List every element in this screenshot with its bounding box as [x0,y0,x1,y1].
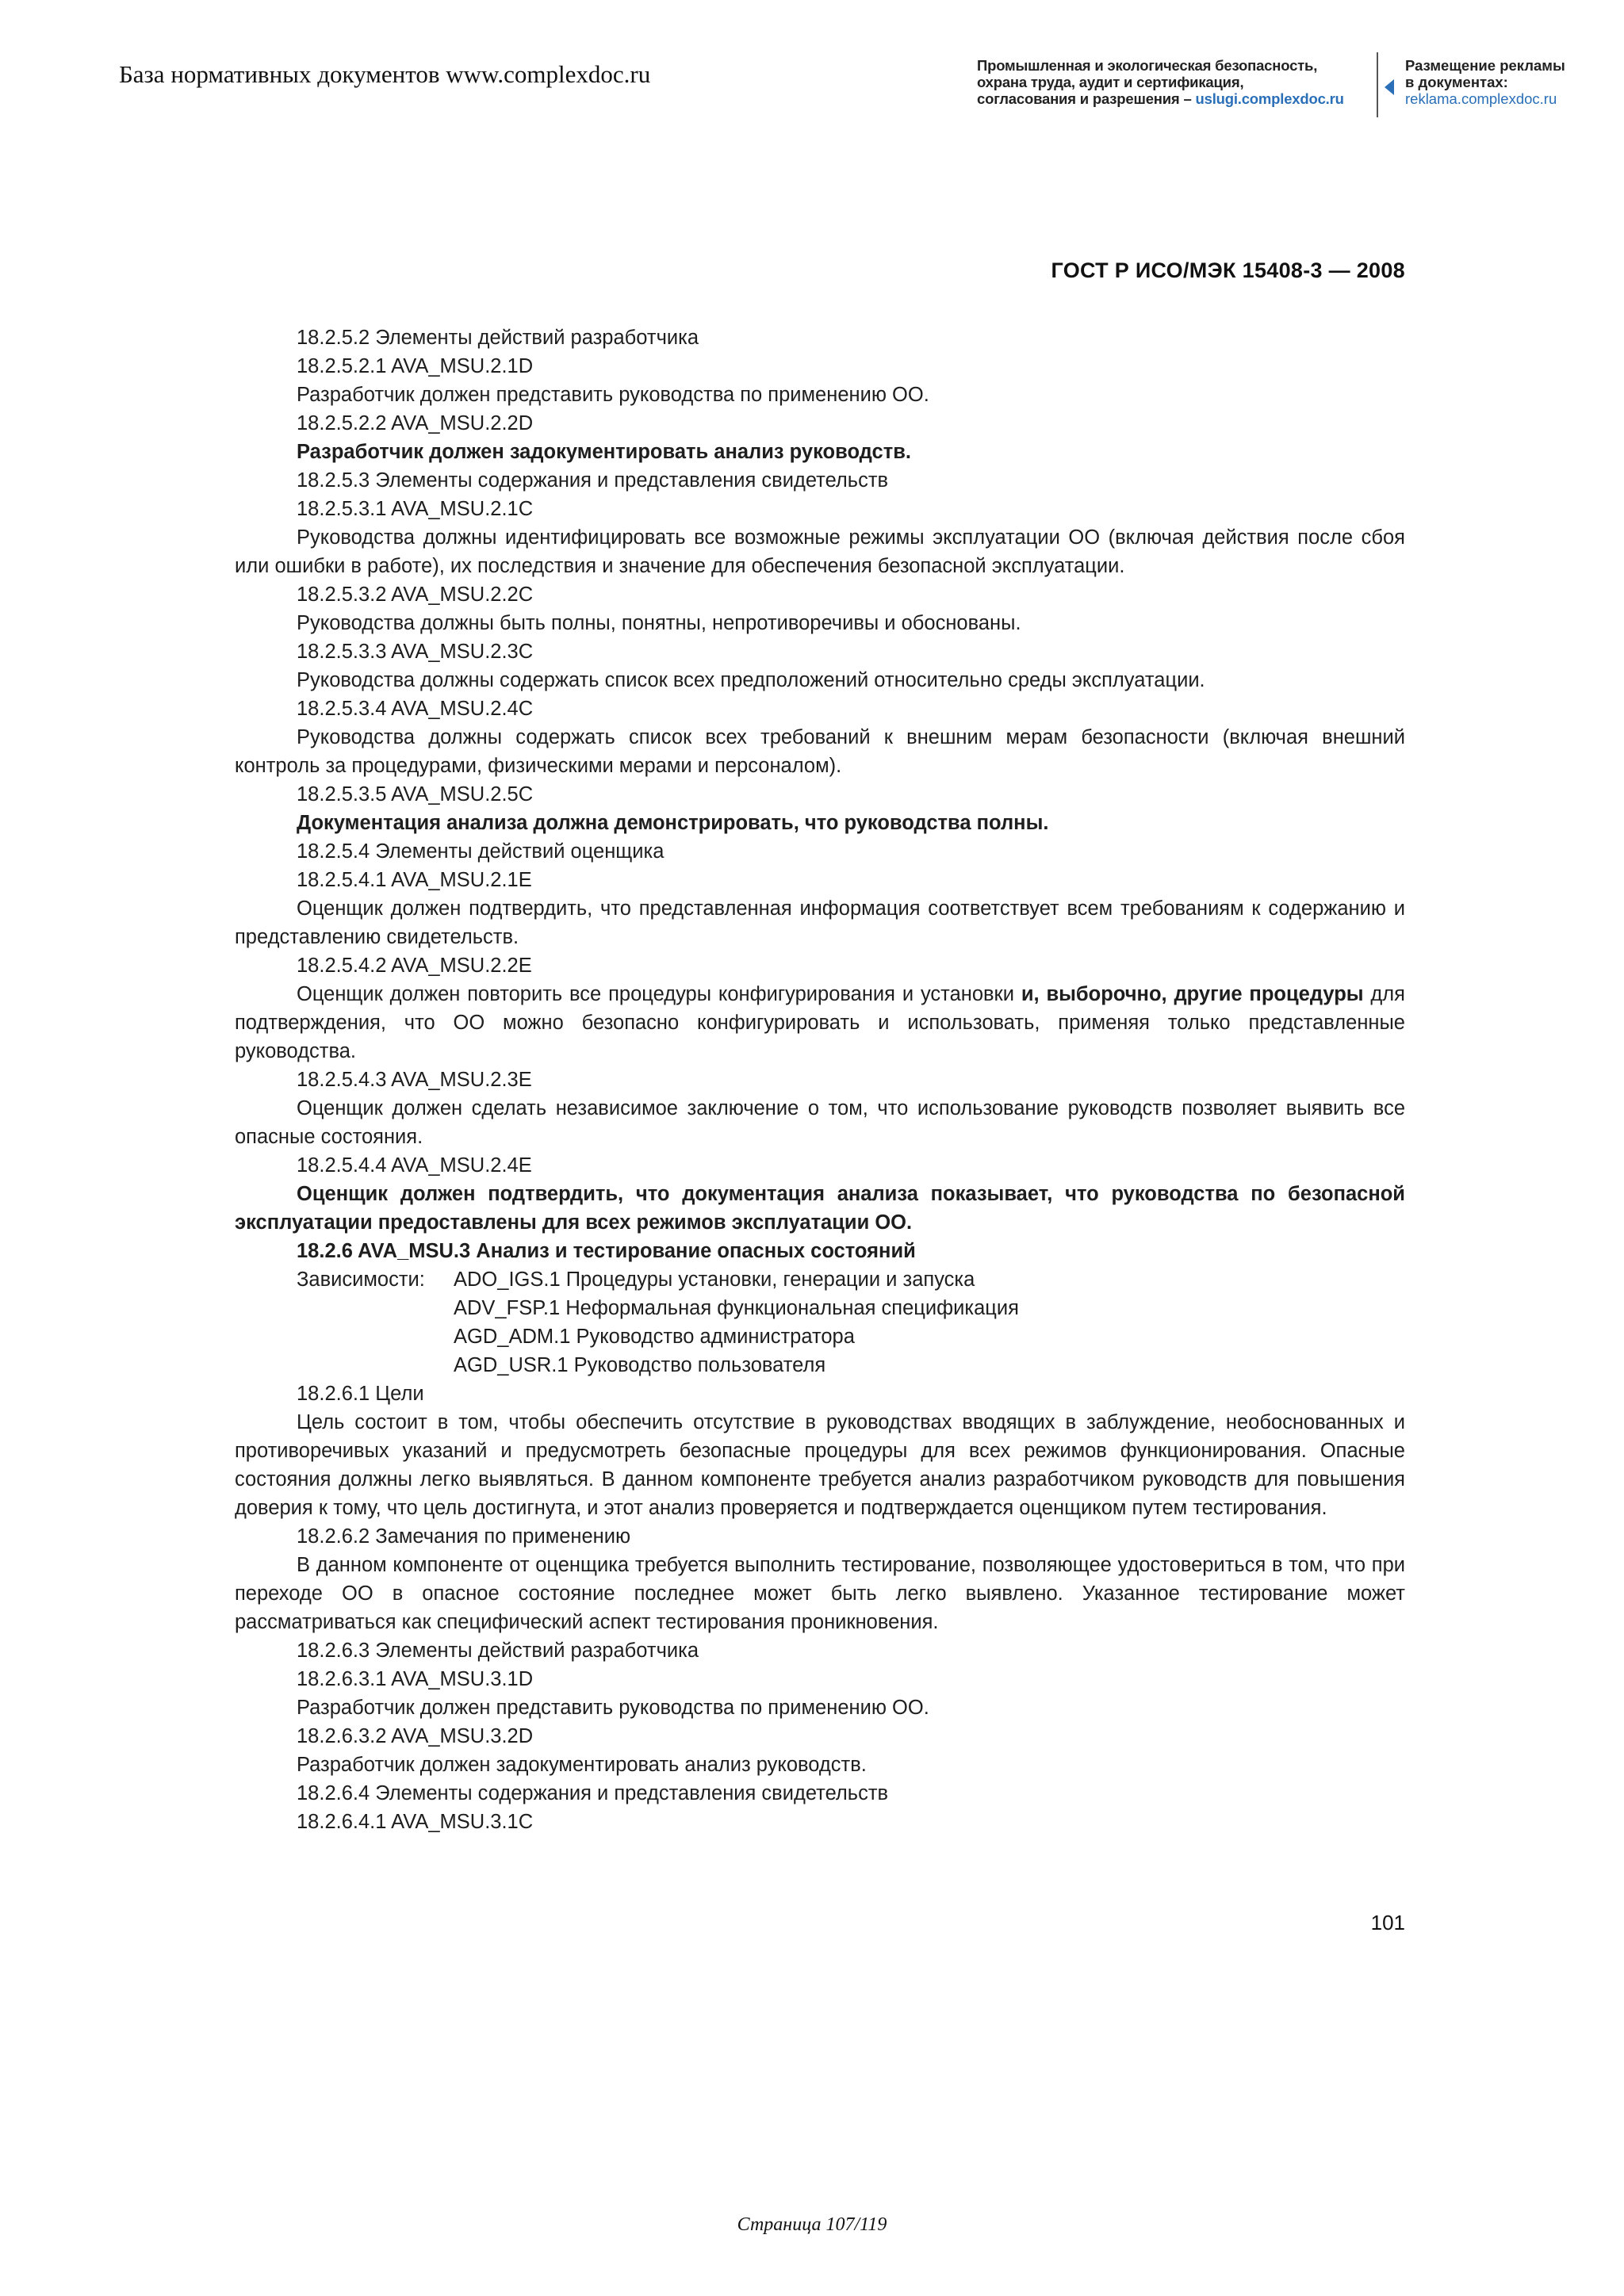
element-id: 18.2.5.2.1 AVA_MSU.2.1D [297,355,534,377]
section-heading: 18.2.5.3 Элементы содержания и представления свидетельств [297,469,889,492]
paragraph: Оценщик должен подтвердить, что представленная информация соответствует всем требованиям к содержанию и представлению свидетельств. [235,897,1405,948]
dependencies-label: Зависимости: [297,1269,425,1291]
element-id: 18.2.5.3.4 AVA_MSU.2.4C [297,698,534,720]
ad-line: согласования и разрешения – uslugi.complexdoc.ru [977,90,1344,107]
paragraph: Разработчик должен представить руководства по применению ОО. [297,1697,929,1719]
element-id: 18.2.5.4.1 AVA_MSU.2.1E [297,869,532,891]
section-heading: 18.2.6.3 Элементы действий разработчика [297,1640,699,1662]
section-heading: 18.2.6.1 Цели [297,1383,424,1405]
paragraph: Разработчик должен представить руководства по применению ОО. [297,384,929,406]
element-id: 18.2.5.4.3 AVA_MSU.2.3E [297,1069,532,1091]
page-number: 101 [1370,1911,1405,1934]
element-id: 18.2.6.3.1 AVA_MSU.3.1D [297,1668,534,1690]
document-code: ГОСТ Р ИСО/МЭК 15408-3 — 2008 [1051,258,1405,282]
dependency-item: ADO_IGS.1 Процедуры установки, генерации и запуска [454,1269,975,1291]
element-id: 18.2.5.3.5 AVA_MSU.2.5C [297,783,534,806]
footer-page-label: Страница 107/119 [737,2214,887,2235]
section-heading: 18.2.6.4 Элементы содержания и представления свидетельств [297,1782,889,1804]
paragraph: В данном компоненте от оценщика требуется выполнить тестирование, позволяющее удостовериться в том, что при переходе ОО в опасное состояние последнее может быть легко выявлено. Указанное тестирование может рассматриваться как специфический аспект тестирования проникновения. [235,1554,1405,1633]
element-id: 18.2.5.3.2 AVA_MSU.2.2C [297,584,534,606]
paragraph: Документация анализа должна демонстрировать, что руководства полны. [297,812,1049,834]
ad-block-advertising[interactable] [1405,57,1565,107]
paragraph: Оценщик должен повторить все процедуры конфигурирования и установки и, выборочно, другие процедуры для подтверждения, что ОО можно безопасно конфигурировать и использовать, применяя только представленные руководства. [235,983,1405,1062]
paragraph: Разработчик должен задокументировать анализ руководств. [297,441,911,463]
element-id: 18.2.5.4.2 AVA_MSU.2.2E [297,955,532,977]
paragraph: Руководства должны содержать список всех предположений относительно среды эксплуатации. [297,669,1205,691]
ad-line: в документах: [1405,74,1508,90]
dependency-item: AGD_USR.1 Руководство пользователя [454,1354,826,1376]
paragraph: Руководства должны идентифицировать все возможные режимы эксплуатации ОО (включая действия после сбоя или ошибки в работе), их последствия и значение для обеспечения безопасной эксплуатации. [235,526,1405,577]
dependencies-list [235,1265,1405,1380]
paragraph: Разработчик должен задокументировать анализ руководств. [297,1754,867,1776]
element-id: 18.2.5.4.4 AVA_MSU.2.4E [297,1154,532,1177]
ad-line: Размещение рекламы [1405,57,1565,74]
ad-line: Промышленная и экологическая безопасность, [977,57,1318,74]
document-body [235,323,1405,1836]
dependency-item: ADV_FSP.1 Неформальная функциональная спецификация [454,1297,1019,1319]
paragraph: Цель состоит в том, чтобы обеспечить отсутствие в руководствах вводящих в заблуждение, необоснованных и противоречивых указаний и предусмотреть безопасные процедуры для всех режимов функционирования. Опасные состояния должны легко выявляться. В данном компоненте требуется анализ разработчиком руководств для повышения доверия к тому, что цель достигнута, и этот анализ проверяется и подтверждается оценщиком путем тестирования. [235,1411,1405,1519]
section-heading: 18.2.6 AVA_MSU.3 Анализ и тестирование опасных состояний [297,1240,916,1262]
element-id: 18.2.6.3.2 AVA_MSU.3.2D [297,1725,534,1747]
arrow-left-icon [1385,79,1394,95]
paragraph: Руководства должны быть полны, понятны, непротиворечивы и обоснованы. [297,612,1021,634]
ad-block-services[interactable] [977,57,1344,107]
section-heading: 18.2.5.2 Элементы действий разработчика [297,327,699,349]
element-id: 18.2.5.3.3 AVA_MSU.2.3C [297,641,534,663]
advertising-link[interactable]: reklama.complexdoc.ru [1405,90,1557,107]
paragraph: Руководства должны содержать список всех требований к внешним мерам безопасности (включая внешний контроль за процедурами, физическими мерами и персоналом). [235,726,1405,777]
element-id: 18.2.5.2.2 AVA_MSU.2.2D [297,412,534,434]
header-divider [1377,52,1378,117]
ad-line: охрана труда, аудит и сертификация, [977,74,1244,90]
element-id: 18.2.5.3.1 AVA_MSU.2.1C [297,498,534,520]
paragraph: Оценщик должен сделать независимое заключение о том, что использование руководств позволяет выявить все опасные состояния. [235,1097,1405,1148]
section-heading: 18.2.5.4 Элементы действий оценщика [297,840,665,863]
dependency-item: AGD_ADM.1 Руководство администратора [454,1326,855,1348]
site-title: База нормативных документов www.complexdoc.ru [119,60,651,88]
paragraph: Оценщик должен подтвердить, что документация анализа показывает, что руководства по безопасной эксплуатации предоставлены для всех режимов эксплуатации ОО. [235,1183,1405,1234]
services-link[interactable]: uslugi.complexdoc.ru [1195,90,1344,107]
element-id: 18.2.6.4.1 AVA_MSU.3.1C [297,1811,534,1833]
section-heading: 18.2.6.2 Замечания по применению [297,1525,631,1548]
